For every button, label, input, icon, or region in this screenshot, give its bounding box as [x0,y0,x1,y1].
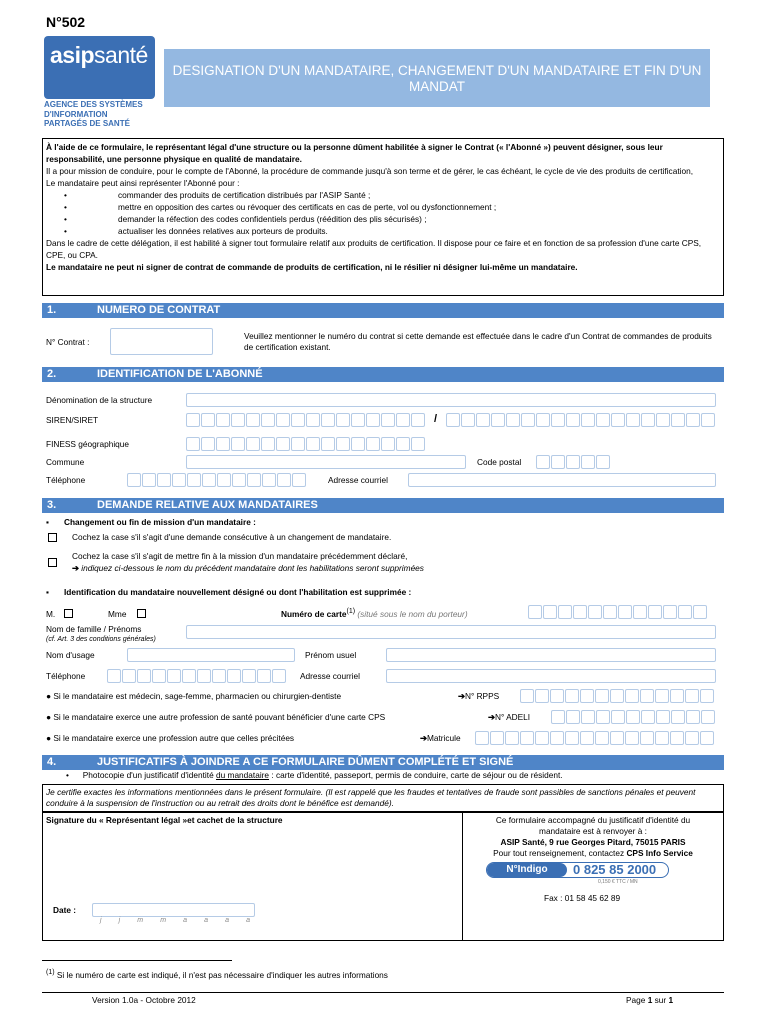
contract-label: N° Contrat : [46,337,90,347]
intro-paragraph-2: Il a pour mission de conduire, pour le compte de l'Abonné, la procédure de commande jusqu'à son terme et de gérer, le cas échéant, le cycle de vie des produits de certification, [46,166,694,176]
fax-number: Fax : 01 58 45 62 89 [544,893,621,903]
section-number: 3. [47,499,57,511]
postal-code-cells[interactable] [536,455,610,469]
denomination-input[interactable] [186,393,716,407]
usage-name-input[interactable] [127,648,295,662]
signature-label: Signature du « Représentant légal »et cachet de la structure [46,815,283,825]
section-1-header [42,303,724,318]
date-input[interactable] [92,903,255,917]
contract-note: Veuillez mentionner le numéro du contrat si cette demande est effectuée dans le cadre d'un Contrat de commandes de produits de certification existant. [244,331,712,352]
case2-text: ● Si le mandataire exerce une autre profession de santé pouvant bénéficier d'une carte CPS [46,712,386,722]
page-number: Page 1 sur 1 [626,995,674,1005]
first-name-label: Prénom usuel [305,650,357,660]
section-label: IDENTIFICATION DE L'ABONNÉ [97,368,263,380]
siret-cells[interactable] [446,413,715,427]
change-option-label: Cochez la case s'il s'agit d'une demande consécutive à un changement de mandataire. [72,532,392,542]
commune-label: Commune [46,457,85,467]
square-bullet: ▪ [46,587,49,597]
adeli-label: ➔N° ADELI [488,712,531,722]
intro-paragraph-1: À l'aide de ce formulaire, le représentant légal d'une structure ou la personne dûment habilitée à signer le Contrat (« l'Abonné ») peuvent désigner, sous leur responsabilité, une personne physique en qualité de mandataire. [46,142,663,164]
section-label: JUSTIFICATIFS À JOINDRE A CE FORMULAIRE DÛMENT COMPLÉTÉ ET SIGNÉ [97,756,514,768]
end-option-label: Cochez la case s'il s'agit de mettre fin à la mission d'un mandataire précédemment déclaré, [72,551,408,561]
family-name-label: Nom de famille / Prénoms [46,624,142,634]
telephone-label: Téléphone [46,475,86,485]
adeli-cells[interactable] [551,710,715,724]
card-number-cells[interactable] [528,605,707,619]
intro-box [42,138,724,296]
email-input[interactable] [408,473,716,487]
title-m-label: M. [46,609,56,619]
commune-input[interactable] [186,455,466,469]
section-number: 2. [47,368,57,380]
usage-name-label: Nom d'usage [46,650,95,660]
end-option-hint: ➔ indiquez ci-dessous le nom du précédent mandataire dont les habilitations seront supprimées [72,563,424,573]
certification-text: Je certifie exactes les informations mentionnées dans le présent formulaire. (Il est rappelé que les fraudes et tentatives de fraude sont passibles de sanctions pénales et peuvent conduire à la suspension de l'instruction ou au retrait des droits dont le bénéfice est demandé). [42,784,724,812]
footnote-separator [42,960,232,961]
asip-logo [44,36,155,99]
contract-number-input[interactable] [110,328,213,355]
mandataire-telephone-label: Téléphone [46,671,86,681]
date-placeholder: j j m m a a a a [100,917,250,924]
section-4-header [42,755,724,770]
postal-code-label: Code postal [477,457,522,467]
intro-bullet: • mettre en opposition des cartes ou révoquer des certificats en cas de perte, vol ou dysfonctionnement ; [46,201,720,213]
indigo-label: N°Indigo [487,863,567,877]
intro-bullet: • demander la réfection des codes confidentiels perdus (réédition des plis sécurisés) ; [46,213,720,225]
section-3-header [42,498,724,513]
document-number: N°502 [46,14,86,30]
finess-label: FINESS géographique [46,439,130,449]
footer-separator [42,992,724,993]
mandataire-email-label: Adresse courriel [300,671,360,681]
siren-cells[interactable] [186,413,425,427]
change-mandataire-checkbox[interactable] [48,533,57,542]
intro-paragraph-3: Le mandataire peut ainsi représenter l'Abonné pour : [46,178,240,188]
family-name-input[interactable] [186,625,716,639]
intro-bullet: • commander des produits de certification distribués par l'ASIP Santé ; [46,189,720,201]
section-label: NUMERO DE CONTRAT [97,304,221,316]
logo-wordmark: asipsanté [50,42,148,68]
title-mme-label: Mme [108,609,127,619]
finess-cells[interactable] [186,437,425,451]
indigo-number-badge [486,862,669,878]
title-m-checkbox[interactable] [64,609,73,618]
matricule-cells[interactable] [475,731,714,745]
rpps-cells[interactable] [520,689,714,703]
signature-area[interactable] [46,830,47,831]
square-bullet: ▪ [46,517,49,527]
title-mme-checkbox[interactable] [137,609,146,618]
intro-bullet: • actualiser les données relatives aux porteurs de produits. [46,225,720,237]
intro-paragraph-4: Dans le cadre de cette délégation, il est habilité à signer tout formulaire relatif aux produits de certification. Il dispose pour ce faire et en fonction de sa profession d'une carte CPS, CPE, ou CPA. [46,238,702,260]
mandataire-telephone-cells[interactable] [107,669,286,683]
contact-info: Pour tout renseignement, contactez CPS Info Service [493,848,693,858]
contact-line2: mandataire est à renvoyer à : [539,826,647,836]
logo-subtitle: AGENCE DES SYSTÈMES D'INFORMATION PARTAGÉS DE SANTÉ [44,100,143,128]
change-title: Changement ou fin de mission d'un mandataire : [64,517,256,527]
section-number: 1. [47,304,57,316]
siren-separator: / [434,413,438,425]
ident-title: Identification du mandataire nouvellement désigné ou dont l'habilitation est supprimée : [64,587,412,597]
email-label: Adresse courriel [328,475,388,485]
section-label: DEMANDE RELATIVE AUX MANDATAIRES [97,499,318,511]
indigo-price: 0,150 € TTC / MN [598,879,638,885]
indigo-phone-number: 0 825 85 2000 [573,862,657,877]
denomination-label: Dénomination de la structure [46,395,153,405]
family-name-note: (cf. Art. 3 des conditions générales) [46,636,156,643]
telephone-cells[interactable] [127,473,306,487]
first-name-input[interactable] [386,648,716,662]
mandataire-email-input[interactable] [386,669,716,683]
rpps-label: ➔N° RPPS [458,691,500,701]
siren-label: SIREN/SIRET [46,415,99,425]
justificatif-item: • Photocopie d'un justificatif d'identité du mandataire : carte d'identité, passeport, permis de conduire, carte de séjour ou de résident. [66,770,563,780]
case3-text: ● Si le mandataire exerce une profession autre que celles précitées [46,733,295,743]
section-2-header [42,367,724,382]
contact-line1: Ce formulaire accompagné du justificatif d'identité du [495,815,691,825]
end-mission-checkbox[interactable] [48,558,57,567]
matricule-label: ➔Matricule [420,733,461,743]
case1-text: ● Si le mandataire est médecin, sage-femme, pharmacien ou chirurgien-dentiste [46,691,342,701]
date-label: Date : [53,905,77,915]
contact-address: ASIP Santé, 9 rue Georges Pitard, 75015 PARIS [500,837,686,847]
card-number-label: Numéro de carte$^{(1)}$ (situé sous le nom du porteur) [281,608,468,619]
version-label: Version 1.0a - Octobre 2012 [92,995,196,1005]
intro-paragraph-5: Le mandataire ne peut ni signer de contrat de commande de produits de certification, ni le résilier ni désigner lui-même un mandataire. [46,262,578,272]
section-number: 4. [47,756,57,768]
footnote: $^{(1)}$ Si le numéro de carte est indiqué, il n'est pas nécessaire d'indiquer les autres informations [46,969,388,980]
form-title: DESIGNATION D'UN MANDATAIRE, CHANGEMENT D'UN MANDATAIRE ET FIN D'UN MANDAT [164,49,710,107]
